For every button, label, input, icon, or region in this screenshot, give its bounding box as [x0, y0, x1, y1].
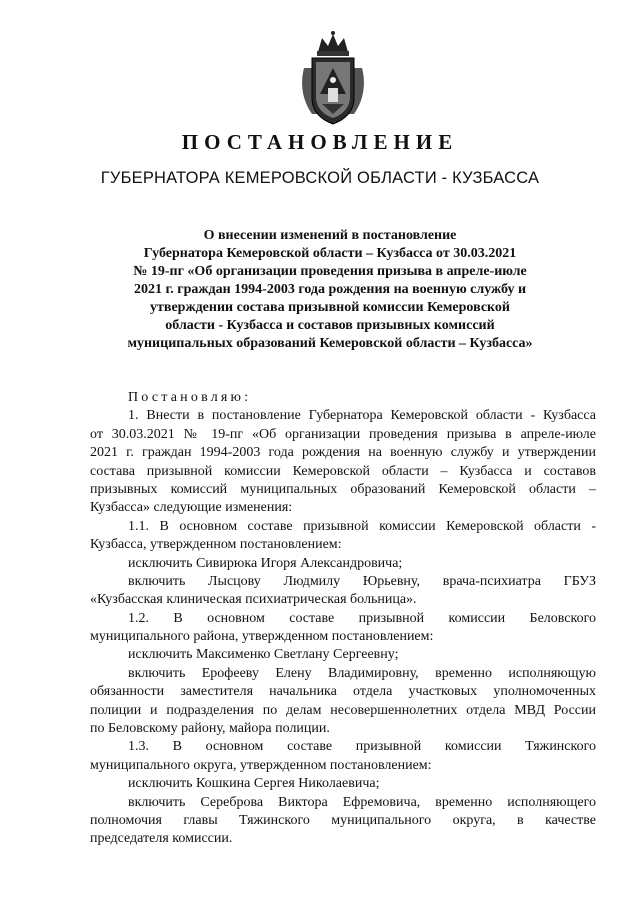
body-line: Кузбасса» следующие изменения: [90, 500, 293, 516]
body-line: исключить Максименко Светлану Сергеевну; [128, 647, 399, 663]
body-line: полномочия главы Тяжинского муниципального округа, в качестве [90, 812, 596, 828]
body-line: призывных комиссий муниципальных образований Кемеровской области – [90, 481, 596, 497]
heading-line: муниципальных образований Кемеровской области – Кузбасса» [127, 336, 533, 351]
heading-line: О внесении изменений в постановление [203, 228, 457, 243]
body-line: Постановляю: [128, 390, 252, 405]
resolution-heading [100, 227, 560, 353]
body-line: включить Сереброва Виктора Ефремовича, временно исполняющего [128, 794, 596, 810]
document-subtitle: ГУБЕРНАТОРА КЕМЕРОВСКОЙ ОБЛАСТИ - КУЗБАССА [100, 169, 540, 187]
body-line: включить Ерофееву Елену Владимировну, временно исполняющую [128, 665, 596, 681]
heading-line: Губернатора Кемеровской области – Кузбасса от 30.03.2021 [143, 246, 517, 261]
body-line: исключить Сивирюка Игоря Александровича; [128, 555, 403, 571]
heading-line: № 19-пг «Об организации проведения призыва в апреле-июле [133, 264, 527, 279]
body-line: 1. Внести в постановление Губернатора Кемеровской области - Кузбасса [128, 408, 596, 424]
body-line: 1.1. В основном составе призывной комиссии Кемеровской области - [128, 518, 596, 534]
document-body [90, 389, 596, 849]
heading-line: области - Кузбасса и составов призывных комиссий [165, 318, 495, 333]
heading-line: утверждении состава призывной комиссии Кемеровской [150, 300, 510, 315]
body-line: муниципального района, утвержденном постановлением: [90, 629, 434, 645]
coat-of-arms-emblem [298, 28, 368, 128]
body-line: 1.3. В основном составе призывной комиссии Тяжинского [128, 739, 596, 755]
body-line: «Кузбасская клиническая психиатрическая больница». [90, 592, 417, 608]
body-line: 2021 г. граждан 1994-2003 года рождения на военную службу и утверждении [90, 445, 596, 461]
body-line: муниципального округа, утвержденном постановлением: [90, 757, 432, 773]
body-line: исключить Кошкина Сергея Николаевича; [128, 776, 380, 792]
body-line: от 30.03.2021 № 19-пг «Об организации проведения призыва в апреле-июле [90, 426, 596, 442]
document-title: ПОСТАНОВЛЕНИЕ [181, 130, 459, 154]
body-line: включить Лысцову Людмилу Юрьевну, врача-психиатра ГБУЗ [128, 573, 596, 589]
body-line: председателя комиссии. [90, 831, 233, 847]
body-line: по Беловскому району, майора полиции. [90, 721, 330, 737]
body-line: Кузбасса, утвержденном постановлением: [90, 537, 342, 553]
body-line: обязанности заместителя начальника отдела участковых уполномоченных [90, 684, 596, 700]
body-line: состава призывной комиссии Кемеровской области – Кузбасса и составов [90, 463, 596, 479]
body-line: полиции и подразделения по делам несовершеннолетних отдела МВД России [90, 702, 596, 718]
heading-line: 2021 г. граждан 1994-2003 года рождения на военную службу и [133, 282, 527, 297]
body-line: 1.2. В основном составе призывной комиссии Беловского [128, 610, 596, 626]
